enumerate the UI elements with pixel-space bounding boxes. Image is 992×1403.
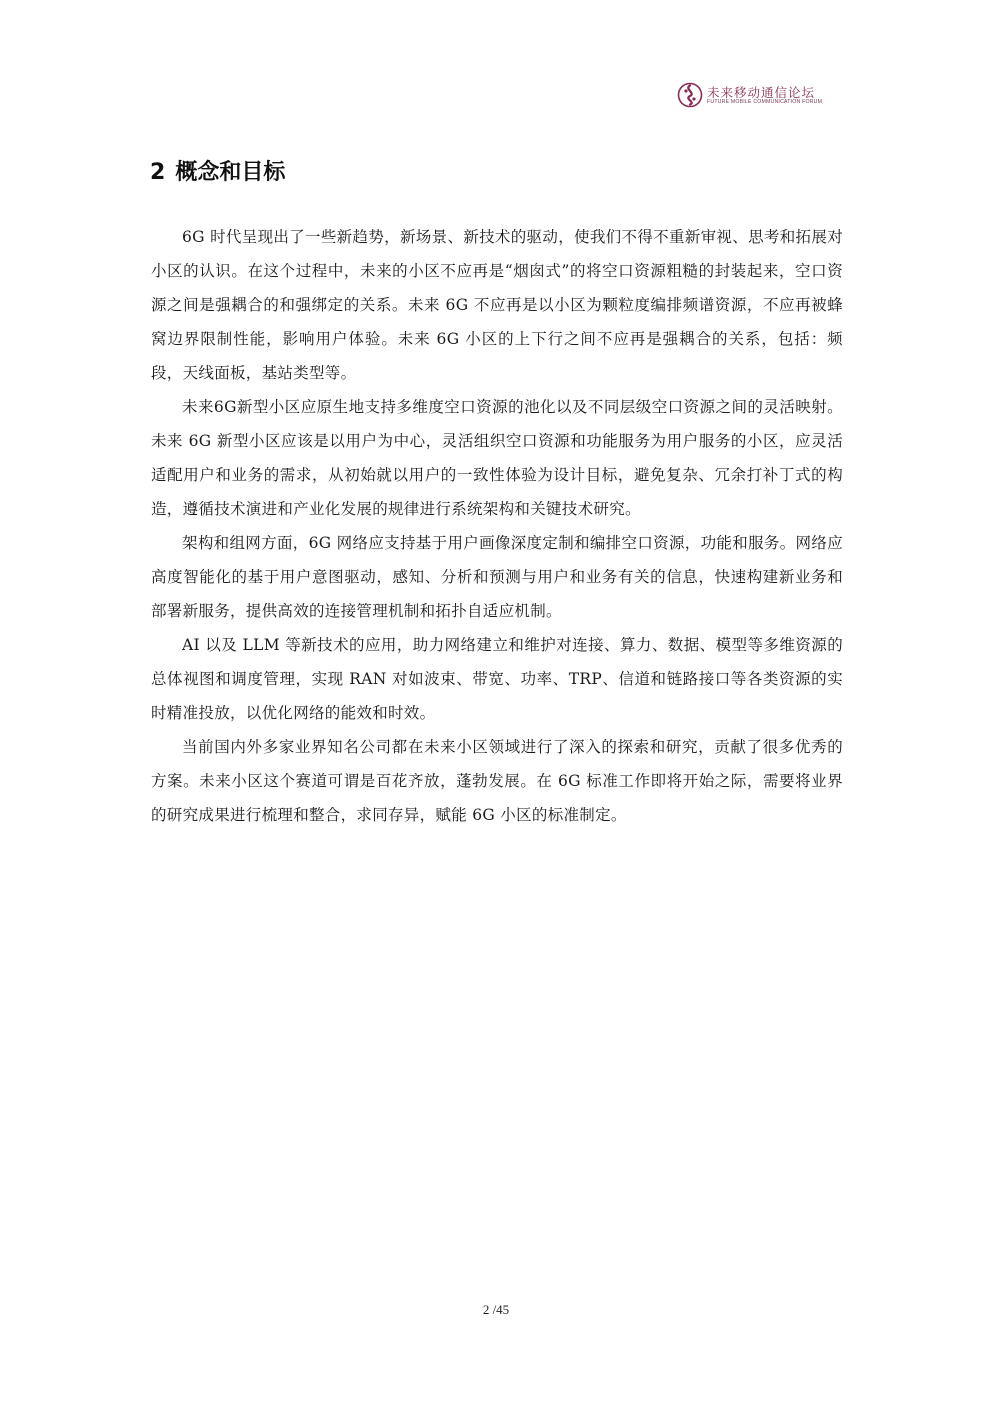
logo-english-name: FUTURE MOBILE COMMUNICATION FORUM xyxy=(707,99,823,105)
forum-logo-icon xyxy=(677,82,703,108)
forum-logo xyxy=(677,80,857,110)
paragraph: 架构和组网方面，6G 网络应支持基于用户画像深度定制和编排空口资源，功能和服务。网络应高度智能化的基于用户意图驱动，感知、分析和预测与用户和业务有关的信息，快速构建新业务和部署新服务，提供高效的连接管理机制和拓扑自适应机制。 xyxy=(151,534,843,620)
paragraph: 当前国内外多家业界知名公司都在未来小区领域进行了深入的探索和研究，贡献了很多优秀的方案。未来小区这个赛道可谓是百花齐放，蓬勃发展。在 6G 标准工作即将开始之际，需要将业界的研究成果进行梳理和整合，求同存异，赋能 6G 小区的标准制定。 xyxy=(151,738,843,824)
body-text xyxy=(151,220,843,832)
section-heading xyxy=(150,155,285,186)
page-number: 2 /45 xyxy=(482,1302,510,1317)
paragraph: 未来6G新型小区应原生地支持多维度空口资源的池化以及不同层级空口资源之间的灵活映射。未来 6G 新型小区应该是以用户为中心，灵活组织空口资源和功能服务为用户服务的小区，应灵活适配用户和业务的需求，从初始就以用户的一致性体验为设计目标，避免复杂、冗余打补丁式的构造，遵循技术演进和产业化发展的规律进行系统架构和关键技术研究。 xyxy=(151,398,843,518)
section-title: 概念和目标 xyxy=(175,160,286,185)
paragraph: AI 以及 LLM 等新技术的应用，助力网络建立和维护对连接、算力、数据、模型等多维资源的总体视图和调度管理，实现 RAN 对如波束、带宽、功率、TRP、信道和链路接口等各类资源的实时精准投放，以优化网络的能效和时效。 xyxy=(151,636,843,722)
logo-chinese-name: 未来移动通信论坛 xyxy=(707,85,816,100)
paragraph: 6G 时代呈现出了一些新趋势，新场景、新技术的驱动，使我们不得不重新审视、思考和拓展对小区的认识。在这个过程中，未来的小区不应再是“烟囱式”的将空口资源粗糙的封装起来，空口资源之间是强耦合的和强绑定的关系。未来 6G 不应再是以小区为颗粒度编排频谱资源，不应再被蜂窝边界限制性能，影响用户体验。未来 6G 小区的上下行之间不应再是强耦合的关系，包括：频段，天线面板，基站类型等。 xyxy=(151,228,843,382)
section-number: 2 xyxy=(150,160,166,185)
